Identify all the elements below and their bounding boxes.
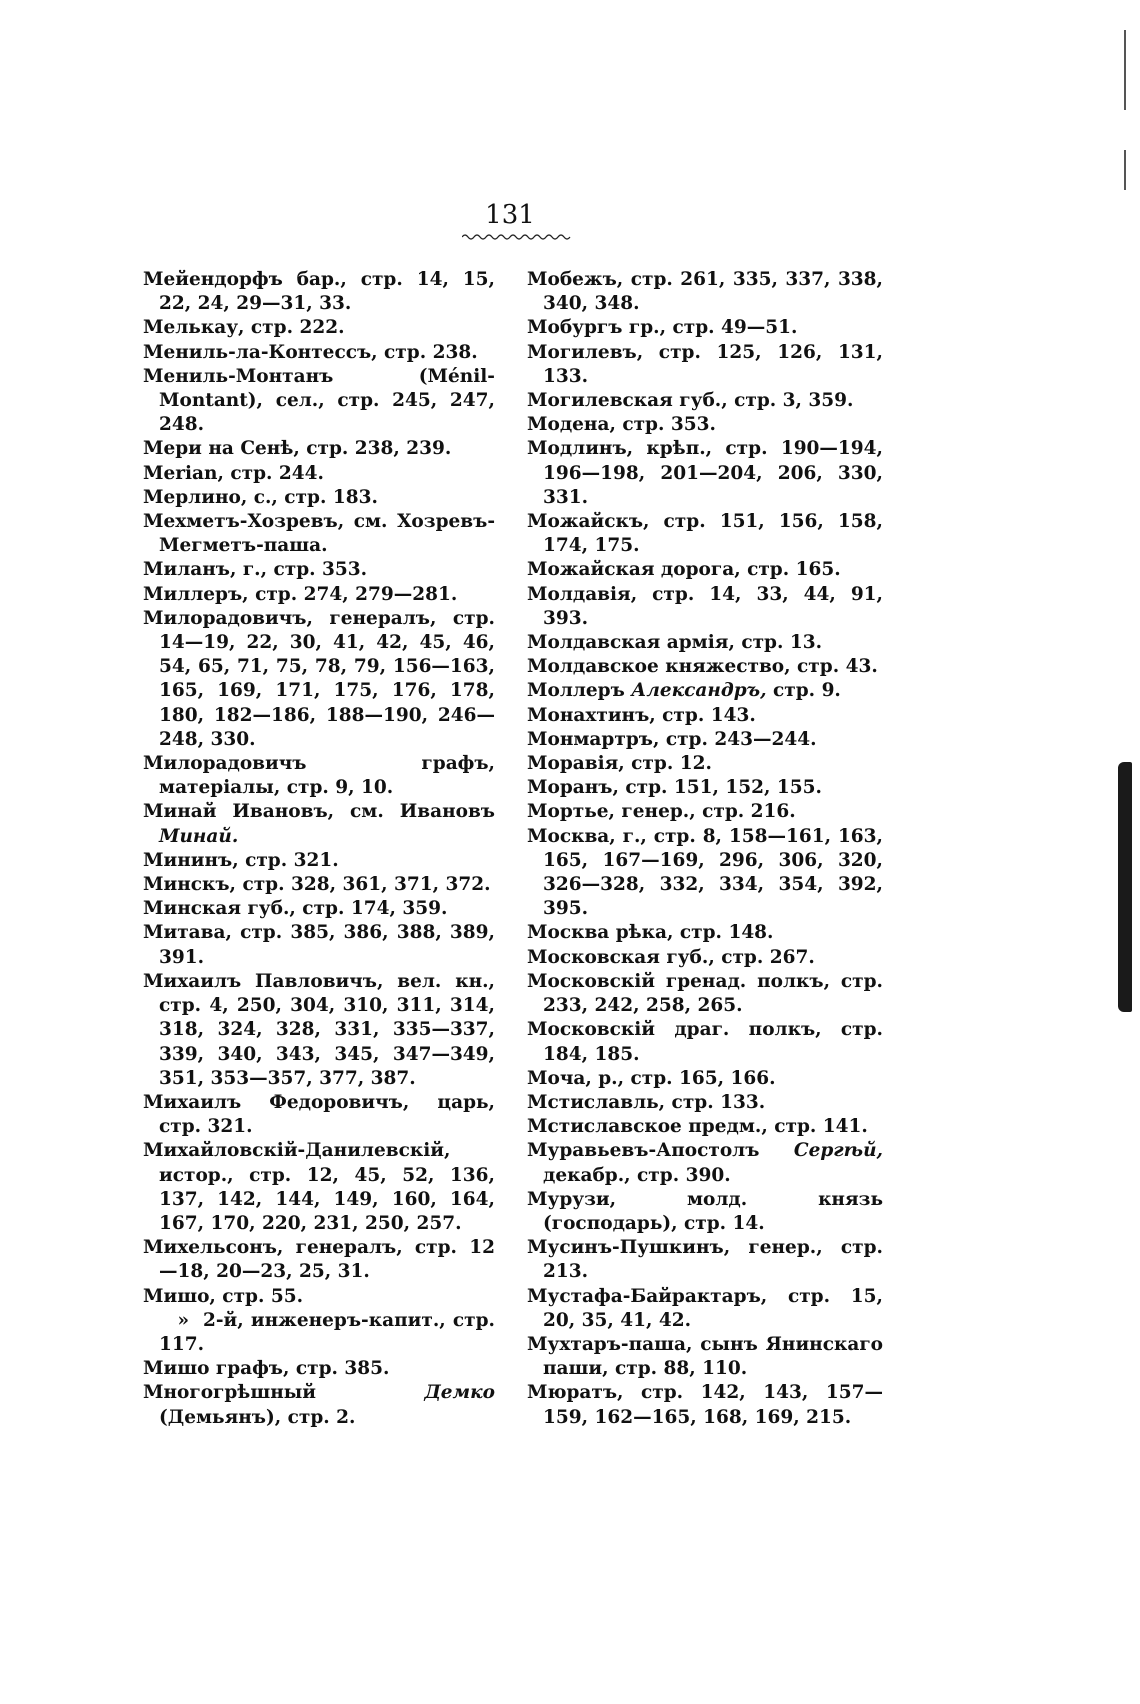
- index-entry: [527, 946, 883, 970]
- index-entry: [527, 776, 883, 800]
- index-entry: [143, 486, 495, 510]
- index-entry-text: Муравьевъ-Апостолъ: [527, 1140, 794, 1162]
- index-entry: [527, 1333, 883, 1381]
- index-entry: [527, 655, 883, 679]
- index-entry-italic-text: Минай.: [159, 825, 239, 847]
- index-entry: [143, 921, 495, 969]
- index-entry: [527, 558, 883, 582]
- index-entry: [143, 1381, 495, 1429]
- index-entry: [527, 1018, 883, 1066]
- index-entry-text: Мишо, стр. 55.: [143, 1285, 304, 1307]
- index-entry: [143, 752, 495, 800]
- index-entry-italic-text: Демко: [424, 1382, 495, 1404]
- index-entry-text: Митава, стр. 385, 386, 388, 389, 391.: [143, 922, 495, 968]
- index-entry: [527, 583, 883, 631]
- index-entry-text: Михайловскій-Данилевскій, истор., стр. 12, 45, 52, 136, 137, 142, 144, 149, 160, 164, 167, 170, 220, 231, 250, 257.: [143, 1140, 495, 1234]
- index-entry: [527, 679, 883, 703]
- index-entry: [527, 1285, 883, 1333]
- index-entry: [143, 462, 495, 486]
- index-entry-text: Монахтинъ, стр. 143.: [527, 704, 756, 726]
- index-entry-text: Милорадовичъ графъ, матеріалы, стр. 9, 10.: [143, 753, 495, 799]
- index-entry-text: Мейендорфъ бар., стр. 14, 15, 22, 24, 29—31, 33.: [143, 269, 495, 315]
- index-entry-text: стр. 9.: [766, 680, 841, 702]
- index-entry-text: Москва, г., стр. 8, 158—161, 163, 165, 167—169, 296, 306, 320, 326—328, 332, 334, 354, 392, 395.: [527, 825, 883, 920]
- index-entry-text: Модена, стр. 353.: [527, 414, 716, 436]
- index-entry: [527, 1067, 883, 1091]
- index-entry-text: Мобежъ, стр. 261, 335, 337, 338, 340, 348.: [527, 269, 883, 315]
- index-entry: [143, 1285, 495, 1309]
- edge-mark: [1124, 150, 1126, 190]
- index-entry-text: декабр., стр. 390.: [543, 1164, 731, 1186]
- index-entry-text: Михаилъ Павловичъ, вел. кн., стр. 4, 250, 304, 310, 311, 314, 318, 324, 328, 331, 335—337, 339, 340, 343, 345, 347—349, 351, 353—357, 377, 387.: [143, 970, 495, 1089]
- index-entry: [527, 1115, 883, 1139]
- index-entry-text: Мустафа-Байрактаръ, стр. 15, 20, 35, 41, 42.: [527, 1285, 883, 1331]
- index-entry: [143, 800, 495, 848]
- index-entry-text: Мерлино, с., стр. 183.: [143, 486, 378, 508]
- index-entry-text: Модлинъ, крѣп., стр. 190—194, 196—198, 201—204, 206, 330, 331.: [527, 438, 883, 508]
- index-entry: [143, 970, 495, 1091]
- index-entry: [143, 268, 495, 316]
- index-entry-text: Можайская дорога, стр. 165.: [527, 559, 841, 581]
- index-entry-text: Мстиславль, стр. 133.: [527, 1091, 766, 1113]
- index-entry-text: Можайскъ, стр. 151, 156, 158, 174, 175.: [527, 511, 883, 557]
- index-entry: [143, 316, 495, 340]
- index-entry-text: Мелькау, стр. 222.: [143, 317, 345, 339]
- index-entry: [527, 341, 883, 389]
- index-entry: [143, 1236, 495, 1284]
- index-entry: [143, 437, 495, 461]
- index-entry: [527, 1188, 883, 1236]
- index-column-right: [527, 268, 883, 1430]
- index-entry-text: Москва рѣка, стр. 148.: [527, 922, 774, 944]
- index-entry: [143, 365, 495, 438]
- index-entry-text: Могилевъ, стр. 125, 126, 131, 133.: [527, 341, 883, 387]
- index-entry: [143, 849, 495, 873]
- index-entry-text: Милорадовичъ, генералъ, стр. 14—19, 22, 30, 41, 42, 45, 46, 54, 65, 71, 75, 78, 79, 156—163, 165, 169, 171, 175, 176, 178, 180, 182—186, 188—190, 246—248, 330.: [143, 607, 495, 750]
- page-number: 131: [485, 200, 535, 230]
- index-entry-text: Мобургъ гр., стр. 49—51.: [527, 317, 798, 339]
- index-entry: [143, 607, 495, 752]
- index-entry-text: Моравія, стр. 12.: [527, 753, 712, 775]
- binding-shadow: [1118, 762, 1132, 1012]
- index-entry: [143, 1357, 495, 1381]
- index-entry-text: Многогрѣшный: [143, 1382, 425, 1404]
- index-entry: [527, 631, 883, 655]
- index-entry: [527, 1236, 883, 1284]
- index-entry-text: Мери на Сенѣ, стр. 238, 239.: [143, 438, 452, 460]
- edge-mark: [1124, 30, 1126, 110]
- index-entry-text: Мениль-ла-Контессъ, стр. 238.: [143, 341, 478, 363]
- index-entry: [527, 921, 883, 945]
- index-entry-text: Миллеръ, стр. 274, 279—281.: [143, 583, 458, 605]
- index-entry: [527, 800, 883, 824]
- index-entry-text: 2-й, инженеръ-капит., стр. 117.: [159, 1309, 495, 1355]
- index-entry: [527, 268, 883, 316]
- index-entry: [143, 341, 495, 365]
- index-entry-text: Моча, р., стр. 165, 166.: [527, 1067, 776, 1089]
- index-entry: [143, 1309, 495, 1357]
- wavy-rule-ornament: [462, 232, 572, 240]
- index-entry-text: Мусинъ-Пушкинъ, генер., стр. 213.: [527, 1237, 883, 1283]
- index-entry-text: Моллеръ: [527, 680, 632, 702]
- index-entry: [143, 583, 495, 607]
- index-entry-text: Московскій гренад. полкъ, стр. 233, 242, 258, 265.: [527, 970, 883, 1017]
- index-entry-text: Merian, стр. 244.: [143, 462, 324, 484]
- index-entry: [143, 873, 495, 897]
- index-entry-text: Минскъ, стр. 328, 361, 371, 372.: [143, 874, 491, 896]
- index-entry-text: Молдавское княжество, стр. 43.: [527, 656, 878, 678]
- index-entry-text: Московская губ., стр. 267.: [527, 946, 815, 968]
- index-entry-text: Мехметъ-Хозревъ, см. Хозревъ-Мегметъ-паша.: [143, 511, 495, 557]
- index-entry: [527, 752, 883, 776]
- index-entry: [527, 704, 883, 728]
- ditto-mark: »: [177, 1309, 189, 1331]
- index-entry-text: (Демьянъ), стр. 2.: [159, 1406, 356, 1428]
- index-entry: [527, 1381, 883, 1429]
- index-entry-text: Мурузи, молд. князь (господарь), стр. 14.: [527, 1188, 883, 1234]
- index-entry-text: Мининъ, стр. 321.: [143, 849, 339, 871]
- index-entry: [527, 1091, 883, 1115]
- index-entry-text: Мухтаръ-паша, сынъ Янинскаго паши, стр. 88, 110.: [527, 1333, 883, 1380]
- index-entry-text: Молдавская армія, стр. 13.: [527, 632, 823, 654]
- index-entry-text: Мениль-Монтанъ (Ménil-Montant), сел., стр. 245, 247, 248.: [143, 365, 495, 436]
- index-entry-text: Могилевская губ., стр. 3, 359.: [527, 390, 854, 412]
- index-entry-text: Монмартръ, стр. 243—244.: [527, 728, 817, 750]
- index-entry: [527, 970, 883, 1018]
- index-entry: [143, 558, 495, 582]
- index-entry: [143, 1139, 495, 1236]
- index-entry: [527, 825, 883, 922]
- index-entry-italic-text: Сергѣй,: [793, 1140, 883, 1162]
- index-entry: [143, 897, 495, 921]
- index-entry: [143, 1091, 495, 1139]
- index-entry-text: Молдавія, стр. 14, 33, 44, 91, 393.: [527, 583, 883, 629]
- index-entry-text: Моранъ, стр. 151, 152, 155.: [527, 777, 822, 799]
- index-entry: [527, 510, 883, 558]
- index-entry: [527, 413, 883, 437]
- index-entry: [527, 1139, 883, 1187]
- index-entry-text: Московскій драг. полкъ, стр. 184, 185.: [527, 1019, 883, 1065]
- index-entry: [527, 316, 883, 340]
- index-entry-text: Минская губ., стр. 174, 359.: [143, 898, 448, 920]
- index-entry-text: Мюратъ, стр. 142, 143, 157—159, 162—165, 168, 169, 215.: [527, 1382, 883, 1428]
- index-entry: [143, 510, 495, 558]
- index-entry: [527, 389, 883, 413]
- index-entry: [527, 437, 883, 510]
- index-entry-text: Минай Ивановъ, см. Ивановъ: [143, 801, 495, 823]
- index-entry-text: Мстиславское предм., стр. 141.: [527, 1116, 868, 1138]
- index-entry-text: Миланъ, г., стр. 353.: [143, 559, 368, 581]
- index-entry-text: Михаилъ Федоровичъ, царь, стр. 321.: [143, 1091, 495, 1138]
- index-entry-text: Михельсонъ, генералъ, стр. 12—18, 20—23, 25, 31.: [143, 1237, 495, 1283]
- index-entry-text: Мортье, генер., стр. 216.: [527, 801, 796, 823]
- index-entry: [527, 728, 883, 752]
- index-entry-italic-text: Александръ,: [631, 680, 767, 702]
- index-entry-text: Мишо графъ, стр. 385.: [143, 1358, 390, 1380]
- index-column-left: [143, 268, 495, 1430]
